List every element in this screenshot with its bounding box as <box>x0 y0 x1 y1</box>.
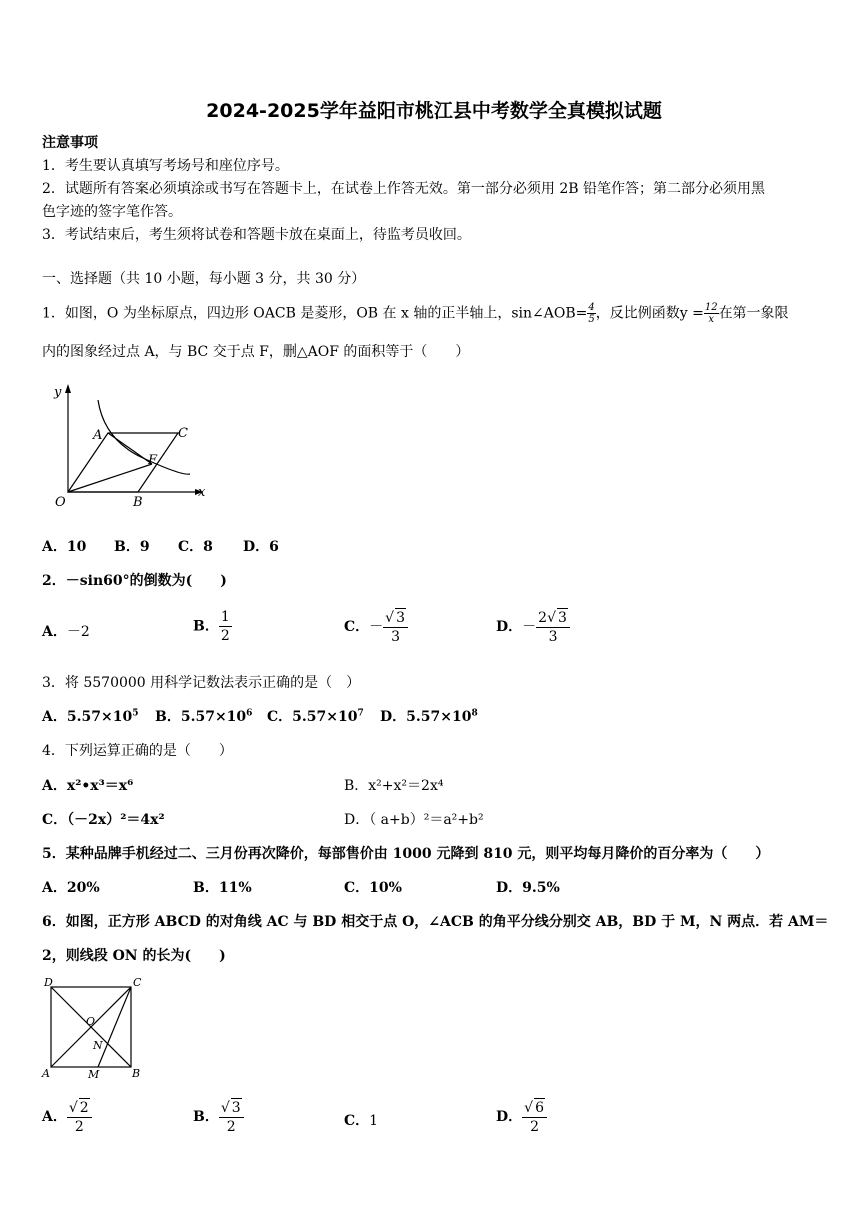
q3-option-b[interactable]: B．$5.57\times 10^6$ <box>155 708 253 725</box>
y-axis-arrow <box>65 384 71 393</box>
q6-option-c[interactable]: C．1 <box>344 1113 379 1129</box>
q6-stem-line2: 2，则线段 ON 的长为( ) <box>42 948 226 964</box>
notice-item-2: 2．试题所有答案必须填涂或书写在答题卡上，在试卷上作答无效。第一部分必须用 2B 铅笔作答；第二部分必须用黑 <box>42 181 765 197</box>
label-d: D <box>44 976 53 989</box>
notice-item-2-cont: 色字迹的签字笔作答。 <box>42 204 182 220</box>
q2-option-c[interactable]: C．－ $\frac{√ 3}{3}$ <box>344 608 408 646</box>
q3-option-d[interactable]: D．$5.57\times 10^8$ <box>380 708 478 725</box>
label-f: F <box>148 453 158 468</box>
q4-option-c[interactable]: C．（－2x）²＝4x² <box>42 812 165 828</box>
q5-option-b[interactable]: B．11% <box>193 880 252 896</box>
function-fraction: $\frac{12}{x}$ <box>704 302 718 325</box>
label-n: N <box>93 1039 103 1052</box>
rhombus-oacb <box>68 433 178 492</box>
sin-fraction: $\frac{4}{5}$ <box>588 302 595 325</box>
label-c: C <box>178 426 188 441</box>
q2-stem: 2．－sin60°的倒数为( ) <box>42 573 227 589</box>
q3-option-a[interactable]: A．$5.57\times 10^5$ <box>42 708 139 725</box>
q2-option-a[interactable]: A．－2 <box>42 624 90 640</box>
q1-option-d[interactable]: D．6 <box>243 539 279 555</box>
label-x: x <box>198 485 206 500</box>
segment-of <box>68 464 152 492</box>
hyperbola-curve <box>98 400 190 474</box>
notice-heading: 注意事项 <box>42 135 98 151</box>
label-y: y <box>54 385 62 400</box>
q5-stem: 5．某种品牌手机经过二、三月份再次降价，每部售价由 1000 元降到 810 元，则平均每月降价的百分率为（ ） <box>42 846 770 862</box>
label-a: A <box>93 428 103 443</box>
q4-option-d[interactable]: D．（ a+b）²＝a²+b² <box>344 812 484 828</box>
label-c: C <box>133 976 142 989</box>
label-b: B <box>132 1067 141 1080</box>
q1-option-a[interactable]: A．10 <box>42 539 87 555</box>
q6-option-b[interactable]: B． $\frac{√ 3}{2}$ <box>193 1098 244 1136</box>
q5-option-c[interactable]: C．10% <box>344 880 402 896</box>
q3-option-c[interactable]: C．$5.57\times 10^7$ <box>267 708 364 725</box>
section-heading: 一、选择题（共 10 小题，每小题 3 分，共 30 分） <box>42 271 366 287</box>
q5-option-d[interactable]: D．9.5% <box>496 880 560 896</box>
q5-option-a[interactable]: A．20% <box>42 880 100 896</box>
q4-stem: 4．下列运算正确的是（ ） <box>42 743 233 759</box>
q2-option-d[interactable]: D．－ $\frac{2√ 3}{3}$ <box>496 608 570 646</box>
q1-stem-line2: 内的图象经过点 A，与 BC 交于点 F，删△AOF 的面积等于（ ） <box>42 344 470 360</box>
page-title: 2024-2025学年益阳市桃江县中考数学全真模拟试题 <box>206 100 662 122</box>
q1-stem-line1: 1．如图，O 为坐标原点，四边形 OACB 是菱形，OB 在 x 轴的正半轴上，sin∠AOB= $\frac{4}{5}$ ，反比例函数y = $\frac{12}{x}$ 在第一象限 <box>42 302 789 325</box>
q6-option-d[interactable]: D． $\frac{√ 6}{2}$ <box>496 1098 547 1136</box>
q4-option-a[interactable]: A．x²•x³＝x⁶ <box>42 778 134 794</box>
notice-item-3: 3．考试结束后，考生须将试卷和答题卡放在桌面上，待监考员收回。 <box>42 227 471 243</box>
q1-option-c[interactable]: C．8 <box>178 539 213 555</box>
label-a: A <box>42 1067 50 1080</box>
q2-option-b[interactable]: B． $\frac{1}{2}$ <box>193 609 230 644</box>
label-m: M <box>88 1068 100 1080</box>
q1-figure <box>48 378 218 510</box>
notice-item-1: 1．考生要认真填写考场号和座位序号。 <box>42 158 289 174</box>
q6-option-a[interactable]: A． $\frac{√ 2}{2}$ <box>42 1098 92 1136</box>
label-b: B <box>133 495 143 510</box>
q3-stem: 3．将 5570000 用科学记数法表示正确的是（ ） <box>42 675 361 691</box>
q1-option-b[interactable]: B．9 <box>114 539 150 555</box>
segment-af <box>108 433 152 464</box>
bisector-cm <box>98 987 131 1067</box>
q6-stem-line1: 6．如图，正方形 ABCD 的对角线 AC 与 BD 相交于点 O，∠ACB 的角平分线分别交 AB，BD 于 M，N 两点．若 AM＝ <box>42 914 829 930</box>
label-o: O <box>86 1015 96 1028</box>
q4-option-b[interactable]: B．x²+x²＝2x⁴ <box>344 778 444 794</box>
q6-figure <box>38 974 148 1080</box>
label-o: O <box>55 495 66 510</box>
